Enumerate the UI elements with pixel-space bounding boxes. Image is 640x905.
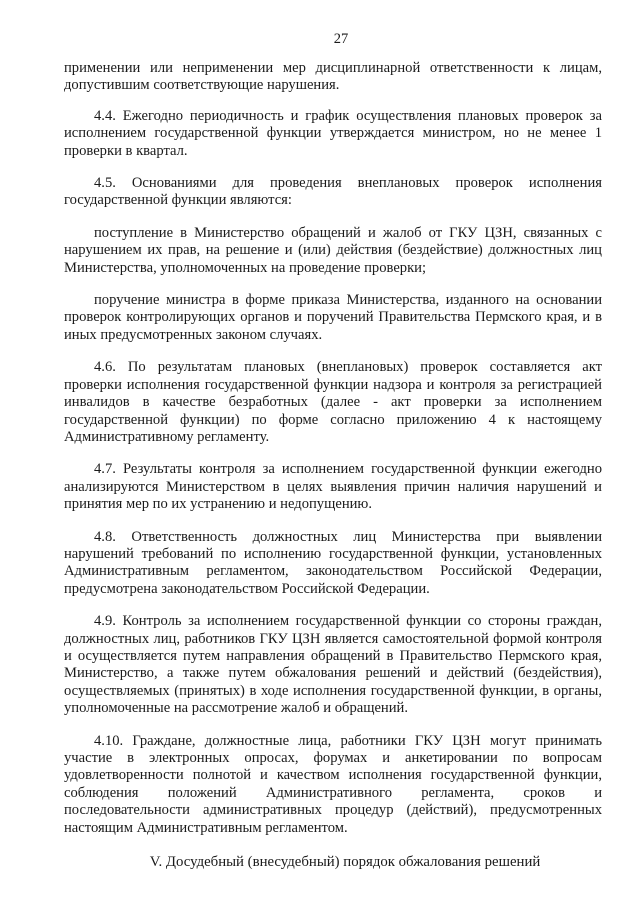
paragraph-4-6: 4.6. По результатам плановых (внеплановых) проверок составляется акт проверки исполнения государственной функции надзора и контроля за регистрацией инвалидов в качестве безработных (далее - акт проверки за исполнением государственной функции) по форме согласно приложению 4 к настоящему Административному регламенту. xyxy=(64,359,602,445)
paragraph-4-4: 4.4. Ежегодно периодичность и график осуществления плановых проверок за исполнением государственной функции утверждается министром, но не менее 1 проверки в квартал. xyxy=(64,107,602,159)
paragraph-4-5: 4.5. Основаниями для проведения внеплановых проверок исполнения государственной функции являются: xyxy=(64,175,602,209)
section-heading: V. Досудебный (внесудебный) порядок обжалования решений xyxy=(149,854,541,871)
paragraph-4-7: 4.7. Результаты контроля за исполнением государственной функции ежегодно анализируются Министерством в целях выявления причин наличия нарушений и принятия мер по их устранению и недопущению. xyxy=(64,461,602,513)
paragraph-4-5-item-2: поручение министра в форме приказа Министерства, изданного на основании проверок контролирующих органов и поручений Правительства Пермского края, и в иных предусмотренных законом случаях. xyxy=(64,292,602,343)
paragraph-4-10: 4.10. Граждане, должностные лица, работники ГКУ ЦЗН могут принимать участие в электронных опросах, форумах и анкетировании по вопросам удовлетворенности полнотой и качеством исполнения государственной функции, соблюдения положений Административного регламента, сроков и последовательности административных процедур (действий), предусмотренных настоящим Административным регламентом. xyxy=(64,732,602,836)
paragraph-4-8: 4.8. Ответственность должностных лиц Министерства при выявлении нарушений требований по исполнению государственной функции, установленных Административным регламентом, законодательством Российской Федерации, предусмотрена законодательством Российской Федерации. xyxy=(64,528,602,597)
page-number: 27 xyxy=(333,31,349,47)
paragraph-4-9: 4.9. Контроль за исполнением государственной функции со стороны граждан, должностных лиц, работников ГКУ ЦЗН является самостоятельной формой контроля и осуществляется путем направления обращений в Правительство Пермского края, Министерство, а также путем обжалования решений и действий (бездействия), осуществляемых (принятых) в ходе исполнения государственной функции, в органы, уполномоченные на рассмотрение жалоб и обращений. xyxy=(64,613,602,717)
paragraph-4-5-item-1: поступление в Министерство обращений и жалоб от ГКУ ЦЗН, связанных с нарушением их прав, на решение и (или) действия (бездействие) должностных лиц Министерства, уполномоченных на проведение проверки; xyxy=(64,224,602,276)
paragraph-continuation: применении или неприменении мер дисциплинарной ответственности к лицам, допустившим соответствующие нарушения. xyxy=(64,60,602,94)
